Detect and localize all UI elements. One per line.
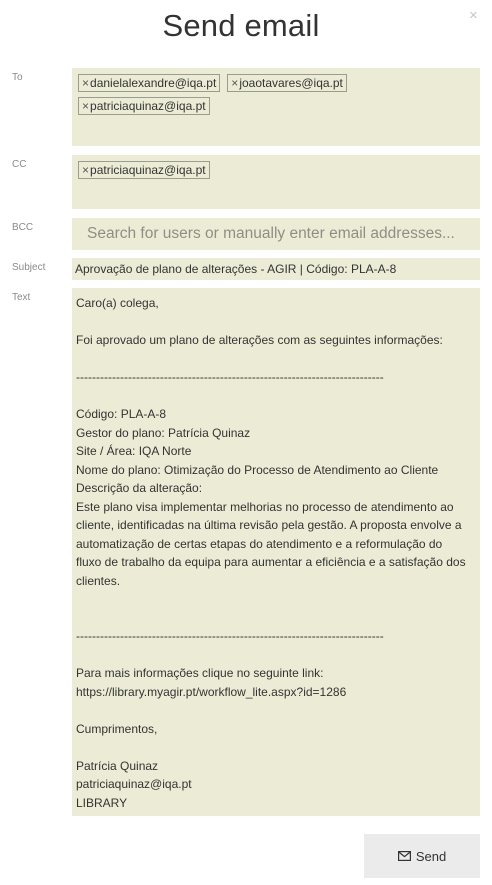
message-line: Cumprimentos,	[76, 721, 158, 736]
close-icon[interactable]: ×	[469, 7, 478, 24]
message-line	[76, 350, 476, 369]
message-line: LIBRARY	[76, 795, 128, 810]
recipient-email: patriciaquinaz@iqa.pt	[90, 163, 206, 177]
message-line: https://library.myagir.pt/workflow_lite.aspx?id=1286	[76, 684, 347, 699]
message-line: Caro(a) colega,	[76, 296, 159, 310]
to-label: To	[12, 72, 23, 83]
message-line: cliente, identificadas na última revisão pela gestão. A proposta envolve a	[76, 518, 462, 532]
message-line: automatização de certas etapas do atendimento e a reformulação do	[76, 536, 443, 551]
bcc-search-input[interactable]	[72, 218, 480, 250]
send-button[interactable]	[364, 834, 480, 878]
remove-recipient-icon[interactable]: ×	[82, 76, 90, 90]
message-line: Para mais informações clique no seguinte link:	[76, 666, 324, 680]
message-line	[76, 738, 476, 757]
message-line: clientes.	[76, 573, 121, 588]
to-recipient-list	[72, 68, 480, 121]
send-button-label: Send	[415, 848, 447, 864]
message-line: Este plano visa implementar melhorias no processo de atendimento ao	[76, 499, 454, 514]
message-line: Código: PLA-A-8	[76, 407, 167, 421]
message-line: Site / Área: IQA Norte	[76, 444, 192, 458]
dialog-title: Send email	[162, 8, 320, 43]
message-line	[76, 701, 476, 720]
cc-field[interactable]	[72, 155, 480, 209]
recipient-email: danielalexandre@iqa.pt	[90, 76, 217, 90]
remove-recipient-icon[interactable]: ×	[82, 163, 90, 177]
subject-value: Aprovação de plano de alterações - AGIR | Código: PLA-A-8	[75, 262, 397, 276]
message-textarea[interactable]	[72, 288, 480, 816]
remove-recipient-icon[interactable]: ×	[82, 99, 90, 113]
message-line: -----------------------------------------------------------------------------	[76, 370, 384, 384]
bcc-label: BCC	[12, 222, 34, 233]
bcc-field	[72, 218, 480, 250]
message-line: fluxo de trabalho da equipa para aumentar a eficiência e a satisfação dos	[76, 555, 466, 569]
message-line: patriciaquinaz@iqa.pt	[76, 777, 192, 791]
recipient-chip[interactable]	[78, 74, 220, 92]
to-field[interactable]	[72, 68, 480, 146]
remove-recipient-icon[interactable]: ×	[231, 76, 239, 90]
message-line	[76, 646, 476, 665]
message-line	[76, 387, 476, 406]
recipient-email: joaotavares@iqa.pt	[239, 76, 343, 90]
message-line: -----------------------------------------------------------------------------	[76, 629, 384, 643]
subject-label: Subject	[12, 262, 46, 273]
cc-label: CC	[12, 159, 27, 170]
message-line: Patrícia Quinaz	[76, 758, 159, 773]
message-line	[76, 590, 476, 609]
text-label: Text	[12, 292, 31, 303]
subject-field[interactable]	[72, 258, 480, 280]
envelope-icon	[398, 851, 411, 861]
message-line	[76, 609, 476, 628]
cc-recipient-list	[72, 155, 480, 185]
recipient-email: patriciaquinaz@iqa.pt	[90, 99, 206, 113]
message-line	[76, 313, 476, 332]
recipient-chip[interactable]	[78, 97, 210, 115]
message-line: Gestor do plano: Patrícia Quinaz	[76, 425, 251, 440]
recipient-chip[interactable]	[78, 161, 210, 179]
message-line: Foi aprovado um plano de alterações com as seguintes informações:	[76, 333, 443, 347]
message-line: Descrição da alteração:	[76, 481, 203, 495]
recipient-chip[interactable]	[227, 74, 347, 92]
message-body	[72, 288, 480, 812]
message-line: Nome do plano: Otimização do Processo de Atendimento ao Cliente	[76, 462, 439, 477]
